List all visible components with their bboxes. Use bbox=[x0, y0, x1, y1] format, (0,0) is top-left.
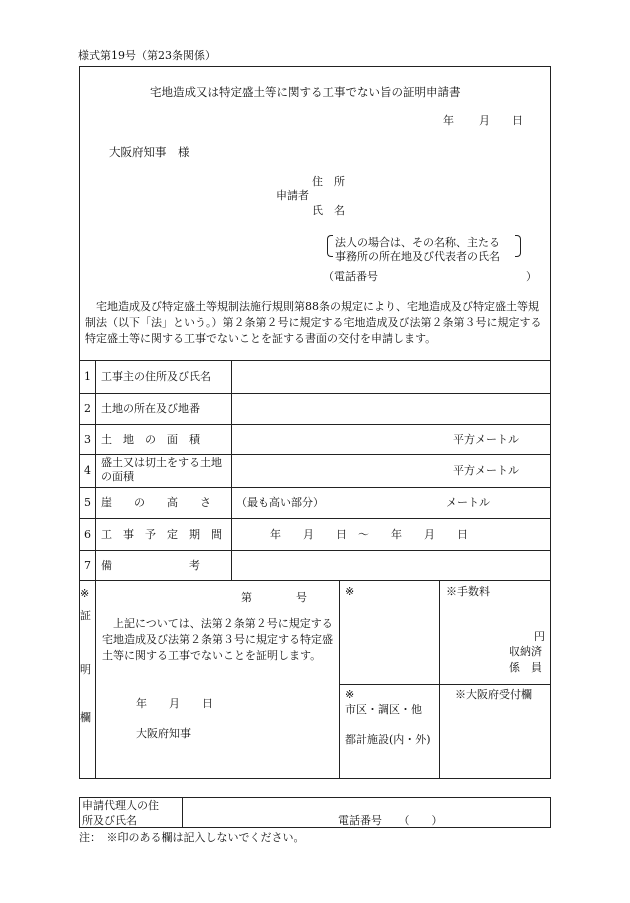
main-frame bbox=[79, 66, 551, 779]
cert-number: 第 号 bbox=[241, 591, 307, 604]
row-4-label: 盛土又は切土をする土地の面積 bbox=[101, 456, 222, 483]
agent-label-1: 申請代理人の住 bbox=[82, 799, 159, 812]
mark-top: ※ bbox=[345, 585, 355, 598]
date-year: 年 bbox=[443, 114, 454, 127]
addressee: 大阪府知事 様 bbox=[109, 145, 190, 159]
fee-unit: 円 bbox=[534, 630, 545, 643]
row-6-value: 年 月 日 〜 年 月 日 bbox=[270, 528, 468, 541]
row-3-num: 3 bbox=[84, 433, 91, 446]
applicant-label: 申請者 bbox=[276, 189, 309, 202]
fee-label: ※手数料 bbox=[446, 585, 490, 598]
corp-note-1: 法人の場合は、その名称、主たる bbox=[335, 236, 500, 249]
facility-label: 都計施設(内・外) bbox=[345, 733, 431, 746]
row-3-label: 土 地 の 面 積 bbox=[101, 433, 200, 446]
row-4-num: 4 bbox=[84, 464, 91, 477]
address-label: 住 所 bbox=[312, 175, 345, 188]
date-day: 日 bbox=[512, 114, 523, 127]
left-bracket bbox=[327, 235, 333, 257]
cert-date: 年 月 日 bbox=[136, 697, 213, 710]
cert-side-2: 明 bbox=[80, 663, 91, 676]
row-1-label: 工事主の住所及び氏名 bbox=[101, 370, 211, 383]
agent-phone: 電話番号 （ ） bbox=[338, 814, 443, 827]
cert-side-1: 証 bbox=[80, 609, 91, 622]
footnote: 注： ※印のある欄は記入しないでください。 bbox=[79, 831, 305, 844]
row-4-value: 平方メートル bbox=[453, 464, 519, 477]
row-6-label: 工 事 予 定 期 間 bbox=[101, 528, 222, 541]
form-title: 宅地造成又は特定盛土等に関する工事でない旨の証明申請書 bbox=[150, 85, 461, 99]
name-label: 氏 名 bbox=[312, 204, 345, 217]
fee-paid: 収納済 bbox=[509, 645, 542, 658]
row-2-label: 土地の所在及び地番 bbox=[101, 402, 200, 415]
reception-label: ※大阪府受付欄 bbox=[455, 688, 532, 701]
mark-bottom: ※ bbox=[345, 688, 355, 701]
cert-signer: 大阪府知事 bbox=[136, 727, 191, 740]
row-5-num: 5 bbox=[84, 496, 91, 509]
cert-side-3: 欄 bbox=[80, 711, 91, 724]
right-bracket bbox=[515, 235, 521, 257]
body-text: 宅地造成及び特定盛土等規制法施行規則第88条の規定により、宅地造成及び特定盛土等規制法（以下「法」という。）第２条第２号に規定する宅地造成及び法第２条第３号に規定する特定盛土等に関する工事でないことを証する書面の交付を申請します。 bbox=[85, 300, 542, 345]
row-7-label: 備 考 bbox=[101, 559, 200, 572]
row-5-label: 崖 の 高 さ bbox=[101, 496, 211, 509]
phone-label: （電話番号 bbox=[323, 270, 378, 283]
cert-text: 上記については、法第２条第２号に規定する宅地造成及び法第２条第３号に規定する特定盛土等に関する工事でないことを証明します。 bbox=[102, 617, 333, 662]
form-number: 様式第19号（第23条関係） bbox=[78, 49, 216, 62]
row-7-num: 7 bbox=[84, 559, 91, 572]
date-month: 月 bbox=[479, 114, 490, 127]
row-1-num: 1 bbox=[84, 370, 91, 383]
row-6-num: 6 bbox=[84, 528, 91, 541]
row-5-prefix: （最も高い部分） bbox=[236, 496, 324, 509]
row-5-value: メートル bbox=[446, 496, 490, 509]
row-2-num: 2 bbox=[84, 402, 91, 415]
corp-note-2: 事務所の所在地及び代表者の氏名 bbox=[335, 250, 500, 263]
agent-label-2: 所及び氏名 bbox=[82, 814, 137, 827]
row-3-value: 平方メートル bbox=[453, 433, 519, 446]
phone-close: ） bbox=[526, 270, 537, 283]
cert-mark: ※ bbox=[80, 587, 90, 600]
fee-staff: 係 員 bbox=[509, 661, 542, 674]
city-label: 市区・調区・他 bbox=[345, 703, 422, 716]
